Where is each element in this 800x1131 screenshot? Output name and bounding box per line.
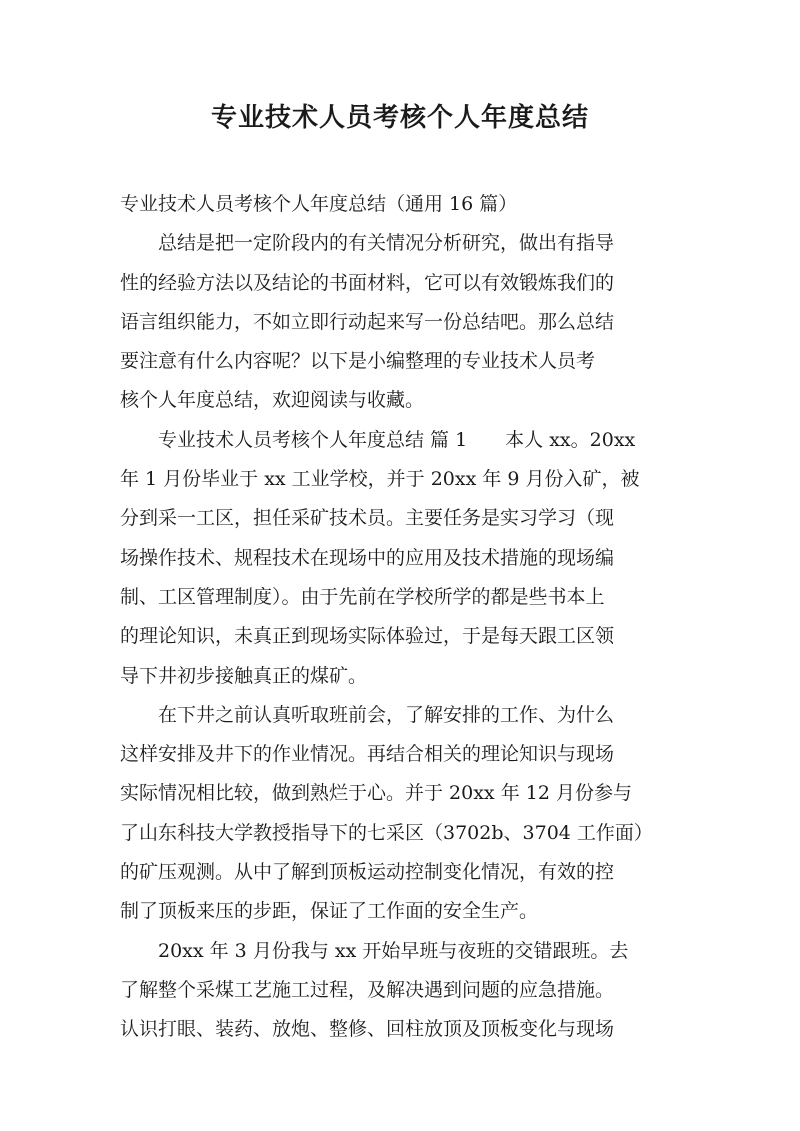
body-line: 认识打眼、装药、放炮、整修、回柱放顶及顶板变化与现场 xyxy=(120,1018,615,1041)
body-line: 在下井之前认真听取班前会，了解安排的工作、为什么 xyxy=(120,703,615,726)
body-line: 核个人年度总结，欢迎阅读与收藏。 xyxy=(120,389,425,412)
body-line: 制了顶板来压的步距，保证了工作面的安全生产。 xyxy=(120,900,539,923)
document-body xyxy=(120,185,680,1050)
body-line: 年 1 月份毕业于 xx 工业学校，并于 20xx 年 9 月份入矿，被 xyxy=(120,468,640,491)
body-line: 实际情况相比较，做到熟烂于心。并于 20xx 年 12 月份参与 xyxy=(120,782,632,805)
body-line: 专业技术人员考核个人年度总结（通用 16 篇） xyxy=(120,193,518,215)
body-line: 场操作技术、规程技术在现场中的应用及技术措施的现场编 xyxy=(120,546,615,569)
body-line: 了山东科技大学教授指导下的七采区（3702b、3704 工作面） xyxy=(120,821,653,844)
body-line: 语言组织能力，不如立即行动起来写一份总结吧。那么总结 xyxy=(120,310,615,333)
body-line: 了解整个采煤工艺施工过程，及解决遇到问题的应急措施。 xyxy=(120,978,615,1001)
body-line: 制、工区管理制度）。由于先前在学校所学的都是些书本上 xyxy=(120,585,605,608)
body-line: 专业技术人员考核个人年度总结 篇 1 本人 xx。20xx xyxy=(120,428,636,451)
body-line: 性的经验方法以及结论的书面材料，它可以有效锻炼我们的 xyxy=(120,271,615,294)
body-line: 要注意有什么内容呢？以下是小编整理的专业技术人员考 xyxy=(120,350,596,373)
body-line: 这样安排及井下的作业情况。再结合相关的理论知识与现场 xyxy=(120,743,615,766)
body-line: 20xx 年 3 月份我与 xx 开始早班与夜班的交错跟班。去 xyxy=(120,939,629,962)
body-line: 的矿压观测。从中了解到顶板运动控制变化情况，有效的控 xyxy=(120,861,615,884)
body-line: 分到采一工区，担任采矿技术员。主要任务是实习学习（现 xyxy=(120,507,615,530)
body-line: 导下井初步接触真正的煤矿。 xyxy=(120,664,368,687)
body-line: 总结是把一定阶段内的有关情况分析研究，做出有指导 xyxy=(120,232,615,255)
body-line: 的理论知识，未真正到现场实际体验过，于是每天跟工区领 xyxy=(120,625,615,648)
document-title: 专业技术人员考核个人年度总结 xyxy=(210,103,589,133)
